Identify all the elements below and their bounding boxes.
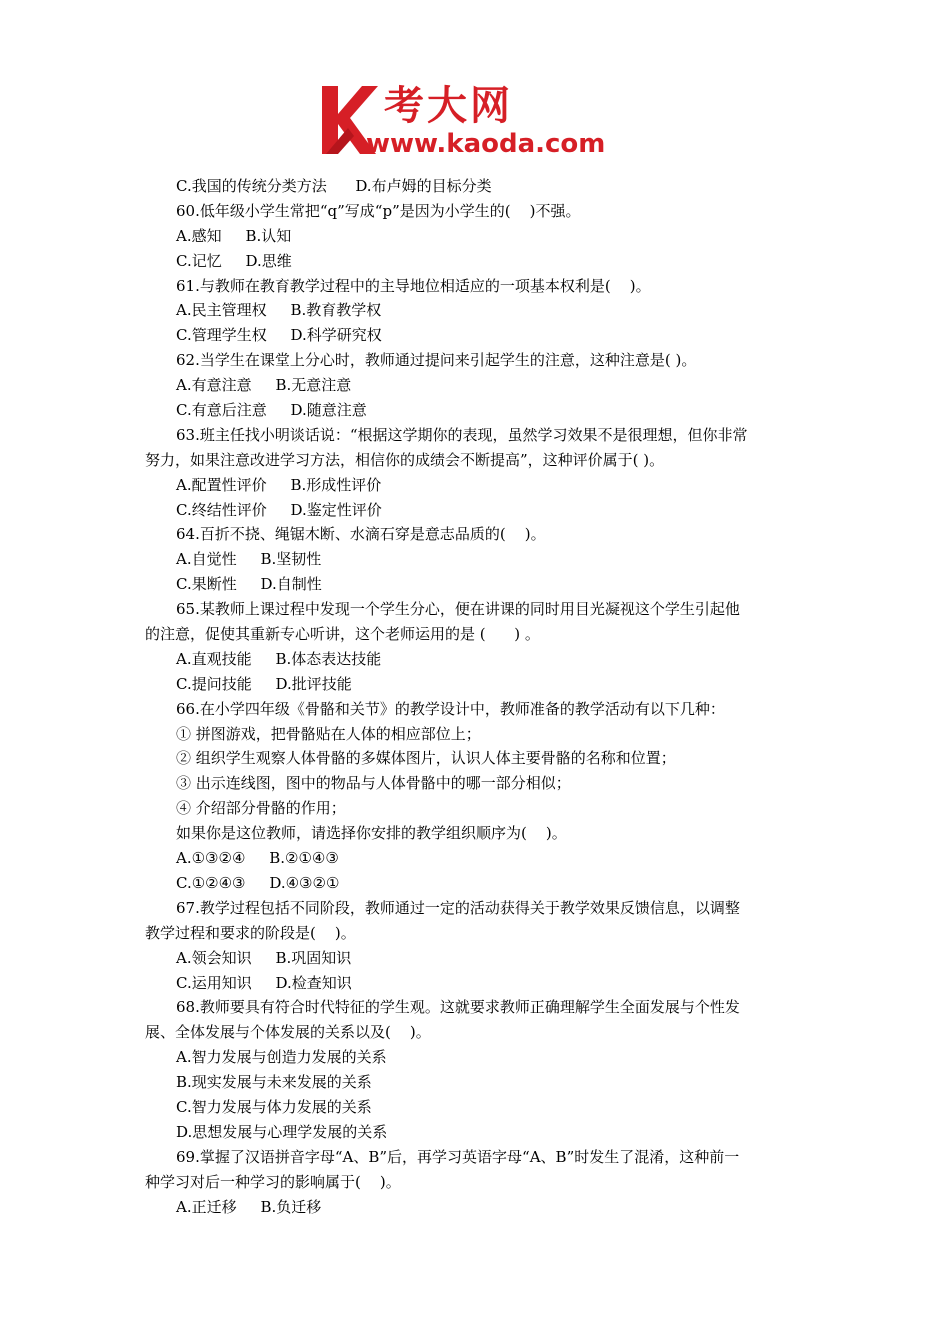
text-line: C.有意后注意 D.随意注意	[176, 401, 367, 420]
text-line: C.智力发展与体力发展的关系	[176, 1097, 372, 1116]
text-line: 67.教学过程包括不同阶段，教师通过一定的活动获得关于教学效果反馈信息，以调整	[176, 898, 740, 917]
text-line: A.民主管理权 B.教育教学权	[176, 301, 382, 320]
text-line: ③ 出示连线图，图中的物品与人体骨骼中的哪一部分相似；	[176, 774, 571, 793]
kaoda-logo	[318, 84, 638, 160]
text-line: 种学习对后一种学习的影响属于( )。	[145, 1172, 401, 1191]
text-line: 努力，如果注意改进学习方法，相信你的成绩会不断提高”，这种评价属于( )。	[145, 450, 665, 469]
text-line: D.思想发展与心理学发展的关系	[176, 1122, 388, 1141]
text-line: 65.某教师上课过程中发现一个学生分心，便在讲课的同时用目光凝视这个学生引起他	[176, 600, 740, 619]
text-line: 如果你是这位教师，请选择你安排的教学组织顺序为( )。	[176, 824, 567, 843]
text-line: A.①③②④ B.②①④③	[176, 849, 339, 868]
text-line: B.现实发展与未来发展的关系	[176, 1073, 372, 1092]
text-line: 69.掌握了汉语拼音字母“A、B”后，再学习英语字母“A、B”时发生了混淆，这种前一	[176, 1147, 740, 1166]
text-line: 的注意，促使其重新专心听讲，这个老师运用的是 ( ) 。	[145, 625, 540, 644]
text-line: C.提问技能 D.批评技能	[176, 674, 352, 693]
text-line: 61.与教师在教育教学过程中的主导地位相适应的一项基本权利是( )。	[176, 276, 651, 295]
logo-chinese-name: 考大网	[384, 83, 513, 129]
text-line: ② 组织学生观察人体骨骼的多媒体图片，认识人体主要骨骼的名称和位置；	[176, 749, 676, 768]
text-line: A.正迁移 B.负迁移	[176, 1197, 322, 1216]
logo-url: www.kaoda.com	[366, 129, 606, 159]
text-line: C.终结性评价 D.鉴定性评价	[176, 500, 382, 519]
text-line: ① 拼图游戏，把骨骼贴在人体的相应部位上；	[176, 724, 481, 743]
text-line: C.果断性 D.自制性	[176, 575, 322, 594]
text-line: C.运用知识 D.检查知识	[176, 973, 352, 992]
text-line: 60.低年级小学生常把“q”写成“p”是因为小学生的( )不强。	[176, 201, 581, 220]
text-line: 63.班主任找小明谈话说：“根据这学期你的表现，虽然学习效果不是很理想，但你非常	[176, 425, 748, 444]
text-line: A.配置性评价 B.形成性评价	[176, 475, 382, 494]
text-line: C.管理学生权 D.科学研究权	[176, 326, 382, 345]
text-line: A.感知 B.认知	[176, 226, 292, 245]
text-line: 教学过程和要求的阶段是( )。	[145, 923, 356, 942]
text-line: 62.当学生在课堂上分心时，教师通过提问来引起学生的注意，这种注意是( )。	[176, 351, 697, 370]
text-line: 展、全体发展与个体发展的关系以及( )。	[145, 1023, 431, 1042]
text-line: A.自觉性 B.坚韧性	[176, 550, 322, 569]
text-line: ④ 介绍部分骨骼的作用；	[176, 799, 346, 818]
text-line: C.记忆 D.思维	[176, 251, 292, 270]
text-line: 68.教师要具有符合时代特征的学生观。这就要求教师正确理解学生全面发展与个性发	[176, 998, 740, 1017]
exam-questions	[0, 174, 950, 1219]
text-line: C.我国的传统分类方法 D.布卢姆的目标分类	[176, 177, 492, 195]
text-line: A.直观技能 B.体态表达技能	[176, 649, 382, 668]
text-line: 66.在小学四年级《骨骼和关节》的教学设计中，教师准备的教学活动有以下几种：	[176, 699, 725, 718]
text-line: A.有意注意 B.无意注意	[176, 376, 352, 395]
text-line: A.领会知识 B.巩固知识	[176, 948, 352, 967]
text-line: C.①②④③ D.④③②①	[176, 873, 340, 892]
text-line: 64.百折不挠、绳锯木断、水滴石穿是意志品质的( )。	[176, 525, 546, 544]
text-line: A.智力发展与创造力发展的关系	[176, 1048, 387, 1067]
